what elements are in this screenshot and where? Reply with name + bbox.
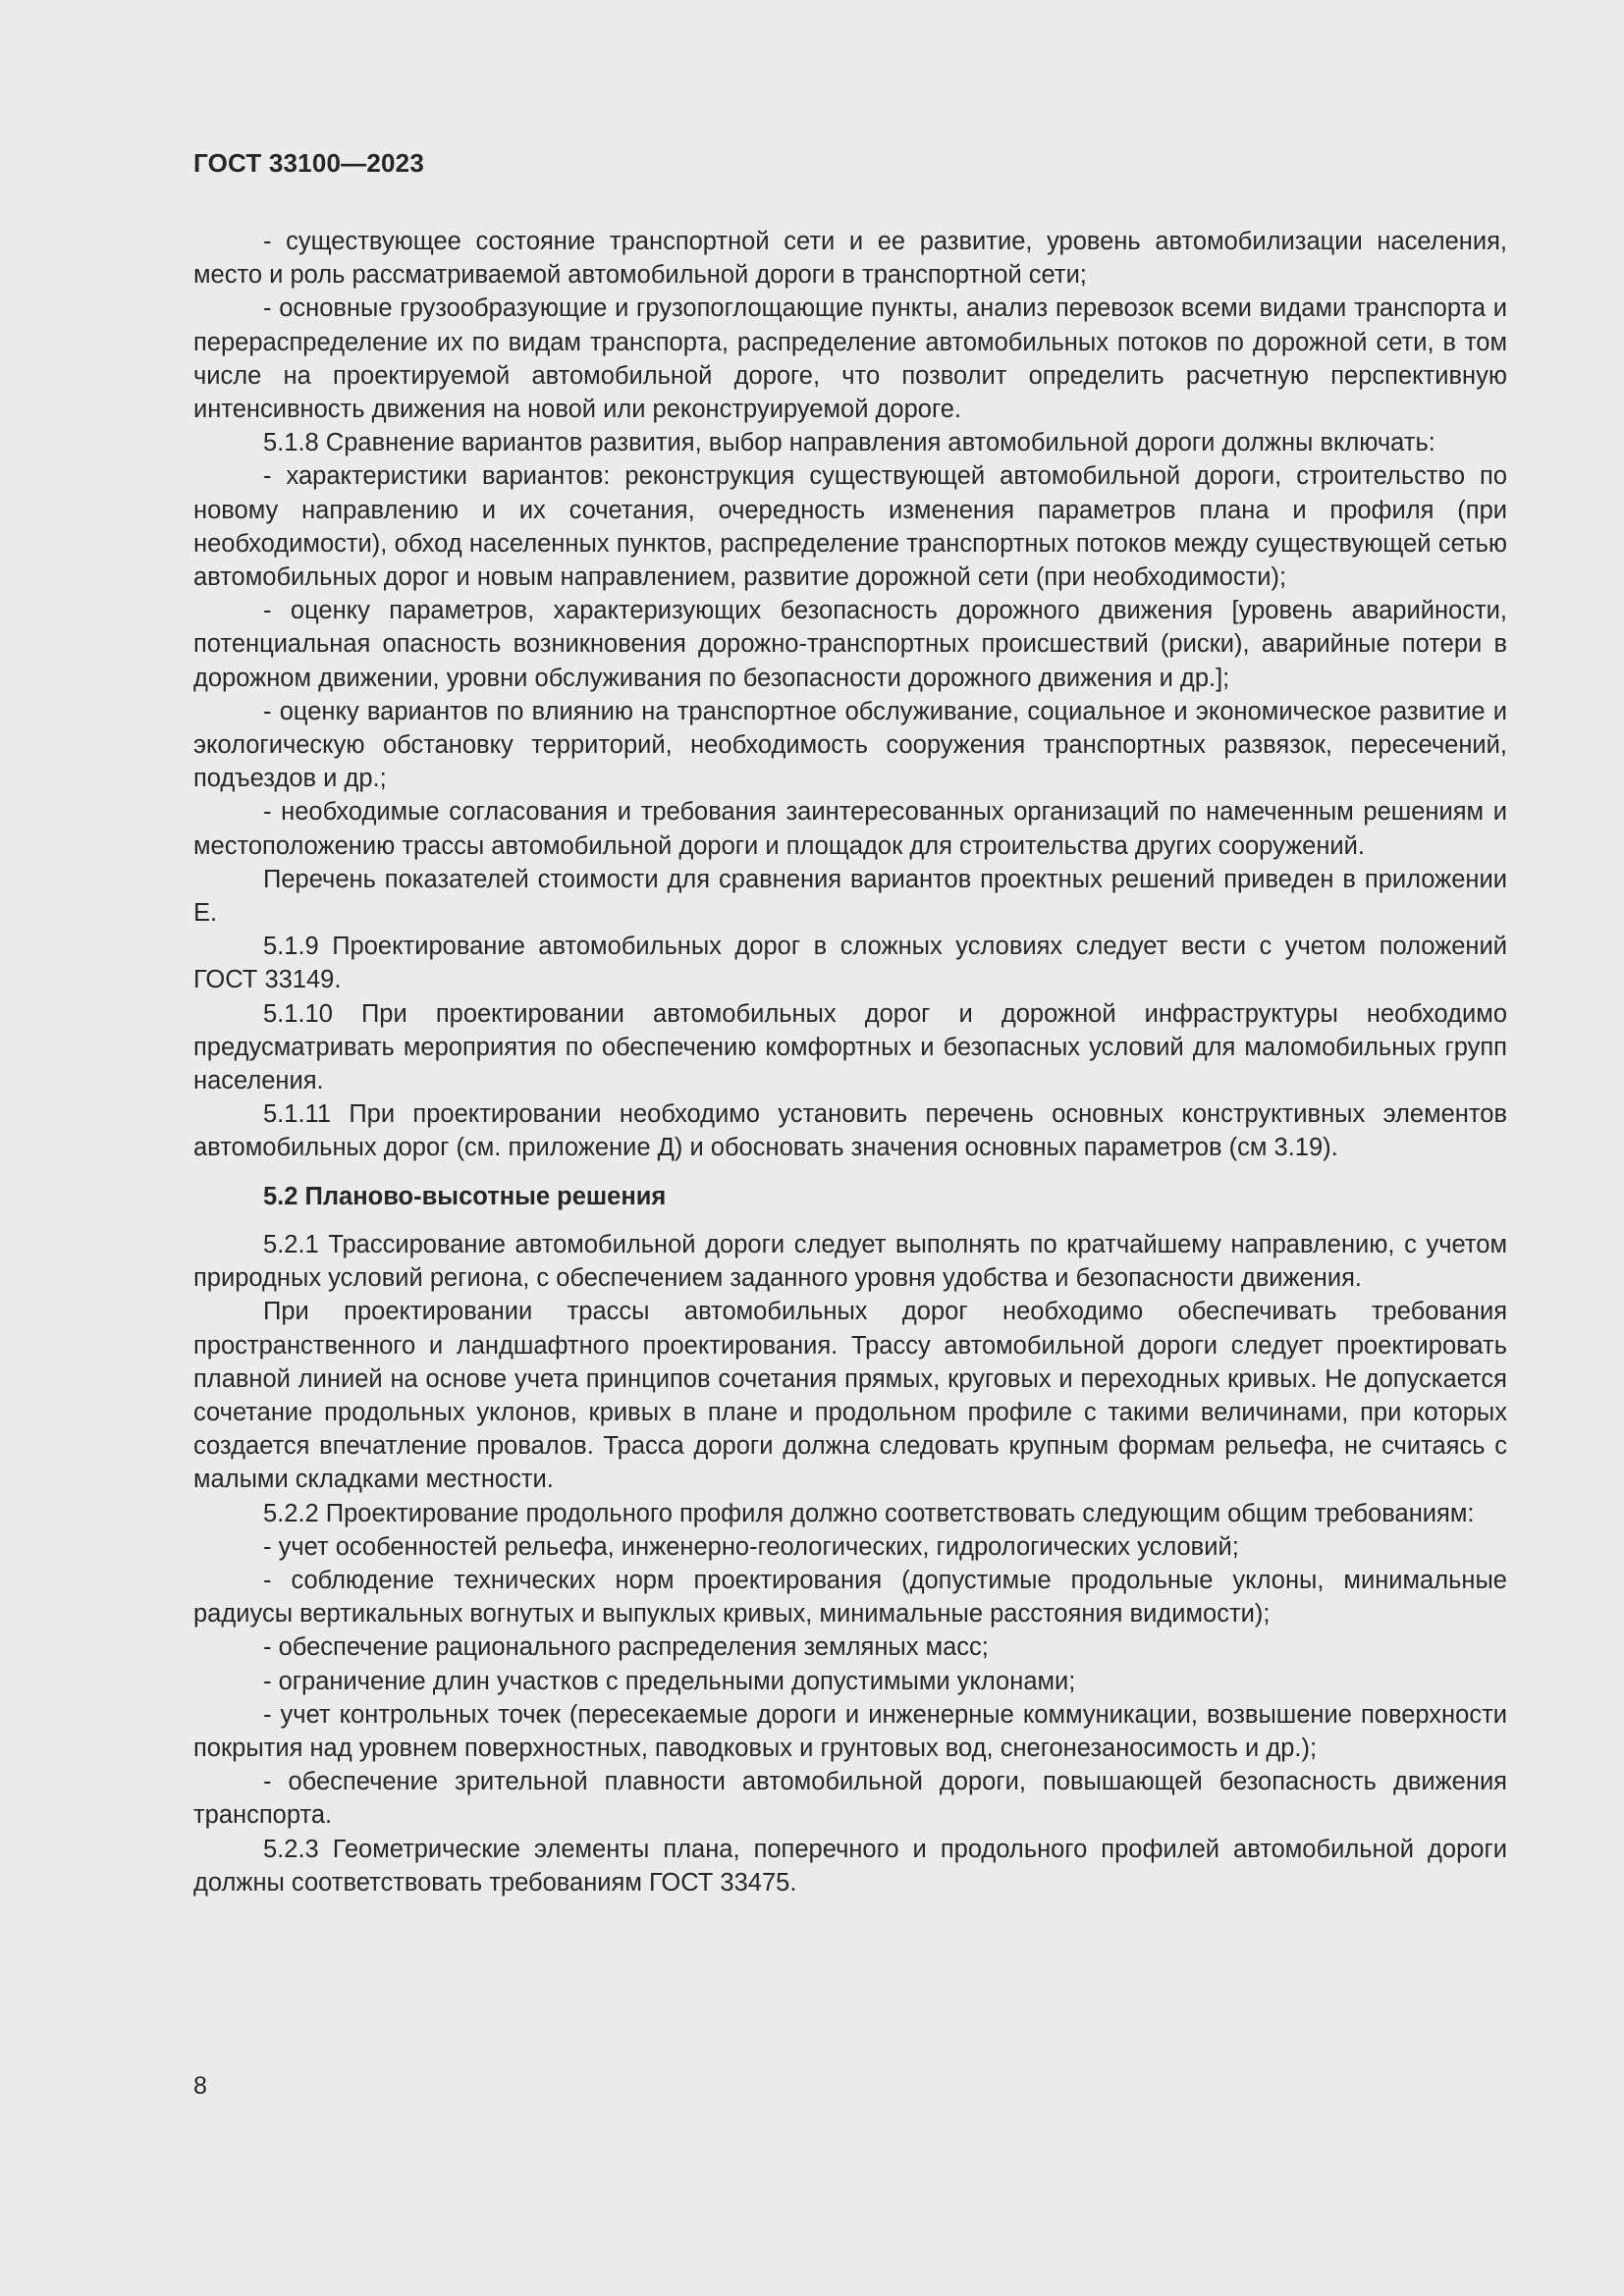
paragraph: При проектировании трассы автомобильных дорог необходимо обеспечивать требования пространственного и ландшафтного проектирования. Трассу автомобильной дороги следует проектировать плавной линией на основе учета принципов сочетания прямых, круговых и переходных кривых. Не допускается сочетание продольных уклонов, кривых в плане и продольном профиле с такими величинами, при которых создается впечатление провалов. Трасса дороги должна следовать крупным формам рельефа, не считаясь с малыми складками местности. <box>193 1298 1507 1494</box>
paragraph: 5.2.3 Геометрические элементы плана, поперечного и продольного профилей автомобильной дороги должны соответствовать требованиям ГОСТ 33475. <box>193 1835 1507 1896</box>
paragraph: 5.1.11 При проектировании необходимо установить перечень основных конструктивных элементов автомобильных дорог (см. приложение Д) и обосновать значения основных параметров (см 3.19). <box>193 1100 1507 1162</box>
paragraph: - обеспечение зрительной плавности автомобильной дороги, повышающей безопасность движения транспорта. <box>193 1768 1507 1830</box>
paragraph: - оценку параметров, характеризующих безопасность дорожного движения [уровень аварийности, потенциальная опасность возникновения дорожно-транспортных происшествий (риски), аварийные потери в дорожном движении, уровни обслуживания по безопасности дорожного движения и др.]; <box>193 597 1507 692</box>
paragraph: 5.2.1 Трассирование автомобильной дороги следует выполнять по кратчайшему направлению, с учетом природных условий региона, с обеспечением заданного уровня удобства и безопасности движения. <box>193 1230 1507 1293</box>
paragraph: 5.1.8 Сравнение вариантов развития, выбор направления автомобильной дороги должны включать: <box>263 429 1435 457</box>
paragraph: - оценку вариантов по влиянию на транспортное обслуживание, социальное и экономическое развитие и экологическую обстановку территорий, необходимость сооружения транспортных развязок, пересечений, подъездов и др.; <box>193 697 1507 793</box>
paragraph: Перечень показателей стоимости для сравнения вариантов проектных решений приведен в приложении Е. <box>193 865 1507 928</box>
section-heading: 5.2 Планово-высотные решения <box>263 1182 667 1210</box>
paragraph: - соблюдение технических норм проектирования (допустимые продольные уклоны, минимальные радиусы вертикальных вогнутых и выпуклых кривых, минимальные расстояния видимости); <box>193 1566 1507 1629</box>
paragraph: - основные грузообразующие и грузопоглощающие пункты, анализ перевозок всеми видами транспорта и перераспределение их по видам транспорта, распределение автомобильных потоков по дорожной сети, в том числе на проектируемой автомобильной дороге, что позволит определить расчетную перспективную интенсивность движения на новой или реконструируемой дороге. <box>193 294 1507 424</box>
paragraph: - учет контрольных точек (пересекаемые дороги и инженерные коммуникации, возвышение поверхности покрытия над уровнем поверхностных, паводковых и грунтовых вод, снегонезаносимость и др.); <box>193 1700 1507 1762</box>
document-page <box>193 147 1507 1899</box>
paragraph: 5.2.2 Проектирование продольного профиля должно соответствовать следующим общим требованиям: <box>263 1499 1475 1527</box>
paragraph: - необходимые согласования и требования заинтересованных организаций по намеченным решениям и местоположению трассы автомобильной дороги и площадок для строительства других сооружений. <box>193 798 1507 860</box>
paragraph: - ограничение длин участков с предельными допустимыми уклонами; <box>263 1667 1076 1695</box>
page-number: 8 <box>193 2072 207 2100</box>
paragraph: - существующее состояние транспортной сети и ее развитие, уровень автомобилизации населения, место и роль рассматриваемой автомобильной дороги в транспортной сети; <box>193 228 1507 290</box>
document-body <box>193 225 1507 1899</box>
document-header: ГОСТ 33100—2023 <box>193 148 424 178</box>
paragraph: 5.1.10 При проектировании автомобильных дорог и дорожной инфраструктуры необходимо предусматривать мероприятия по обеспечению комфортных и безопасных условий для маломобильных групп населения. <box>193 999 1507 1095</box>
paragraph: - характеристики вариантов: реконструкция существующей автомобильной дороги, строительство по новому направлению и их сочетания, очередность изменения параметров плана и профиля (при необходимости), обход населенных пунктов, распределение транспортных потоков между существующей сетью автомобильных дорог и новым направлением, развитие дорожной сети (при необходимости); <box>193 462 1507 592</box>
paragraph: - обеспечение рационального распределения земляных масс; <box>263 1633 989 1662</box>
paragraph: - учет особенностей рельефа, инженерно-геологических, гидрологических условий; <box>263 1532 1239 1561</box>
paragraph: 5.1.9 Проектирование автомобильных дорог в сложных условиях следует вести с учетом положений ГОСТ 33149. <box>193 933 1507 994</box>
